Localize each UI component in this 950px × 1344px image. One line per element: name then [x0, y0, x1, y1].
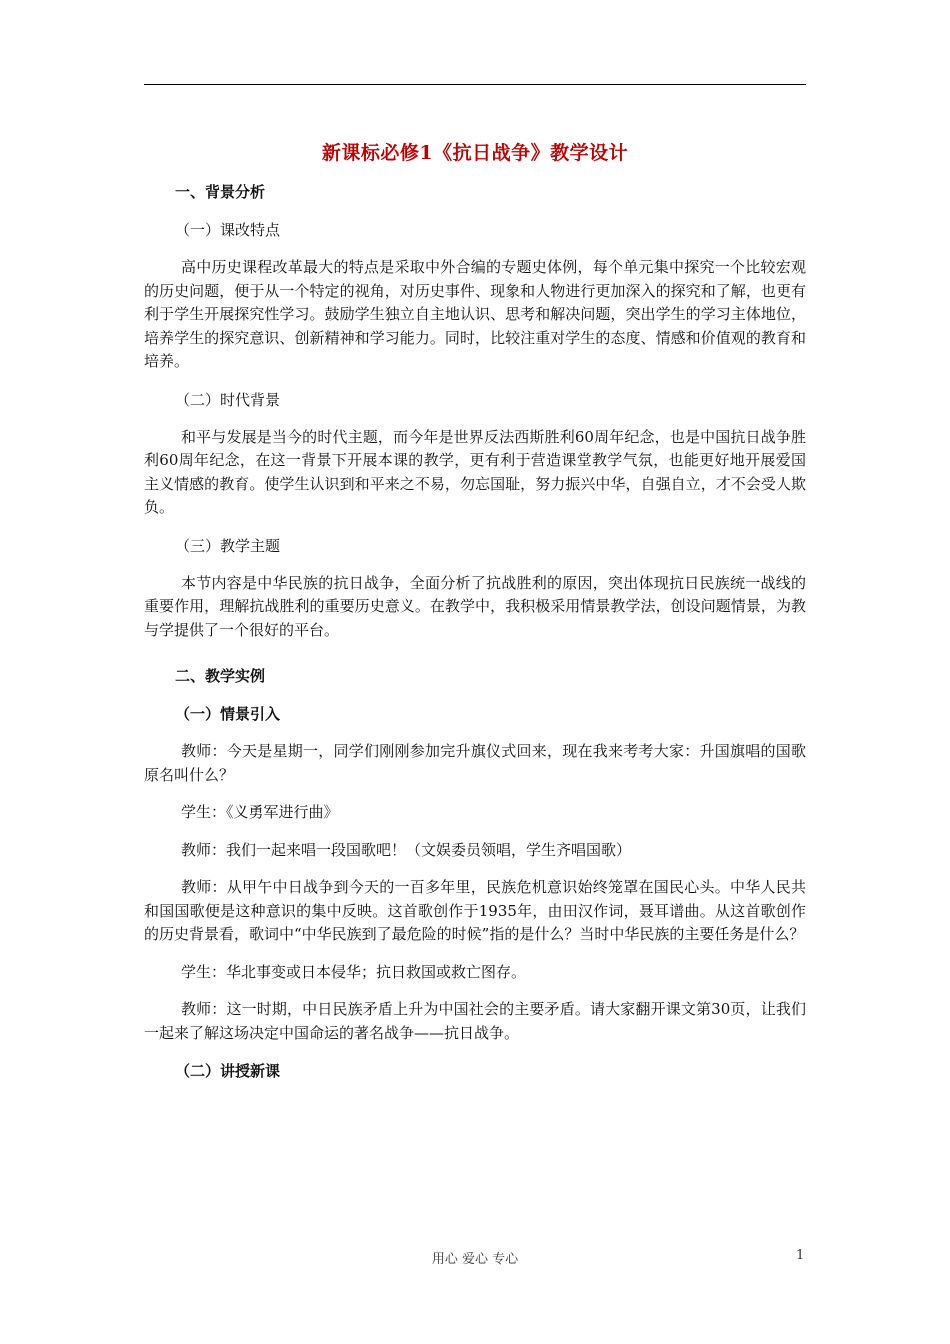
- header-rule: [144, 84, 806, 85]
- paragraph-reform-features: 高中历史课程改革最大的特点是采取中外合编的专题史体例，每个单元集中探究一个比较宏观的历史问题，便于从一个特定的视角，对历史事件、现象和人物进行更加深入的探究和了解，也更有利于学生开展探究性学习。鼓励学生独立自主地认识、思考和解决问题，突出学生的学习主体地位，培养学生的探究意识、创新精神和学习能力。同时，比较注重对学生的态度、情感和价值观的教育和培养。: [144, 258, 806, 370]
- document-title: 新课标必修1《抗日战争》教学设计: [321, 142, 629, 164]
- subheading-scenario-intro: （一）情景引入: [175, 705, 281, 723]
- section-heading-background: 一、背景分析: [175, 183, 266, 201]
- dialogue-line: 教师：这一时期，中日民族矛盾上升为中国社会的主要矛盾。请大家翻开课文第30页，让我们一起来了解这场决定中国命运的著名战争——抗日战争。: [144, 1000, 806, 1042]
- dialogue-line: 学生：华北事变或日本侵华；抗日救国或救亡图存。: [181, 962, 527, 981]
- subheading-teaching-theme: （三）教学主题: [175, 536, 281, 555]
- page-number: 1: [796, 1248, 805, 1263]
- subheading-reform-features: （一）课改特点: [175, 221, 281, 239]
- document-body: [144, 138, 806, 1097]
- dialogue-line: 学生：《义勇军进行曲》: [181, 803, 339, 821]
- subheading-new-lesson: （二）讲授新课: [175, 1062, 281, 1080]
- dialogue-line: 教师：从甲午中日战争到今天的一百多年里，民族危机意识始终笼罩在国民心头。中华人民共和国国歌便是这种意识的集中反映。这首歌创作于1935年，由田汉作词，聂耳谱曲。从这首歌创作的历史背景看，歌词中“中华民族到了最危险的时候”指的是什么？当时中华民族的主要任务是什么？: [144, 878, 806, 943]
- paragraph-teaching-theme: 本节内容是中华民族的抗日战争，全面分析了抗战胜利的原因，突出体现抗日民族统一战线的重要作用，理解抗战胜利的重要历史意义。在教学中，我积极采用情景教学法，创设问题情景，为教与学提供了一个很好的平台。: [144, 573, 806, 639]
- footer-text: 用心 爱心 专心: [431, 1252, 519, 1267]
- dialogue-line: 教师：我们一起来唱一段国歌吧！（文娱委员领唱，学生齐唱国歌）: [181, 840, 632, 859]
- paragraph-era-background: 和平与发展是当今的时代主题，而今年是世界反法西斯胜利60周年纪念，也是中国抗日战争胜利60周年纪念，在这一背景下开展本课的教学，更有利于营造课堂教学气氛，也能更好地开展爱国主义情感的教育。使学生认识到和平来之不易，勿忘国耻，努力振兴中华，自强自立，才不会受人欺负。: [144, 427, 806, 516]
- dialogue-line: 教师：今天是星期一，同学们刚刚参加完升旗仪式回来，现在我来考考大家：升国旗唱的国歌原名叫什么？: [144, 742, 806, 784]
- section-heading-teaching-example: 二、教学实例: [175, 667, 266, 685]
- subheading-era-background: （二）时代背景: [175, 390, 281, 409]
